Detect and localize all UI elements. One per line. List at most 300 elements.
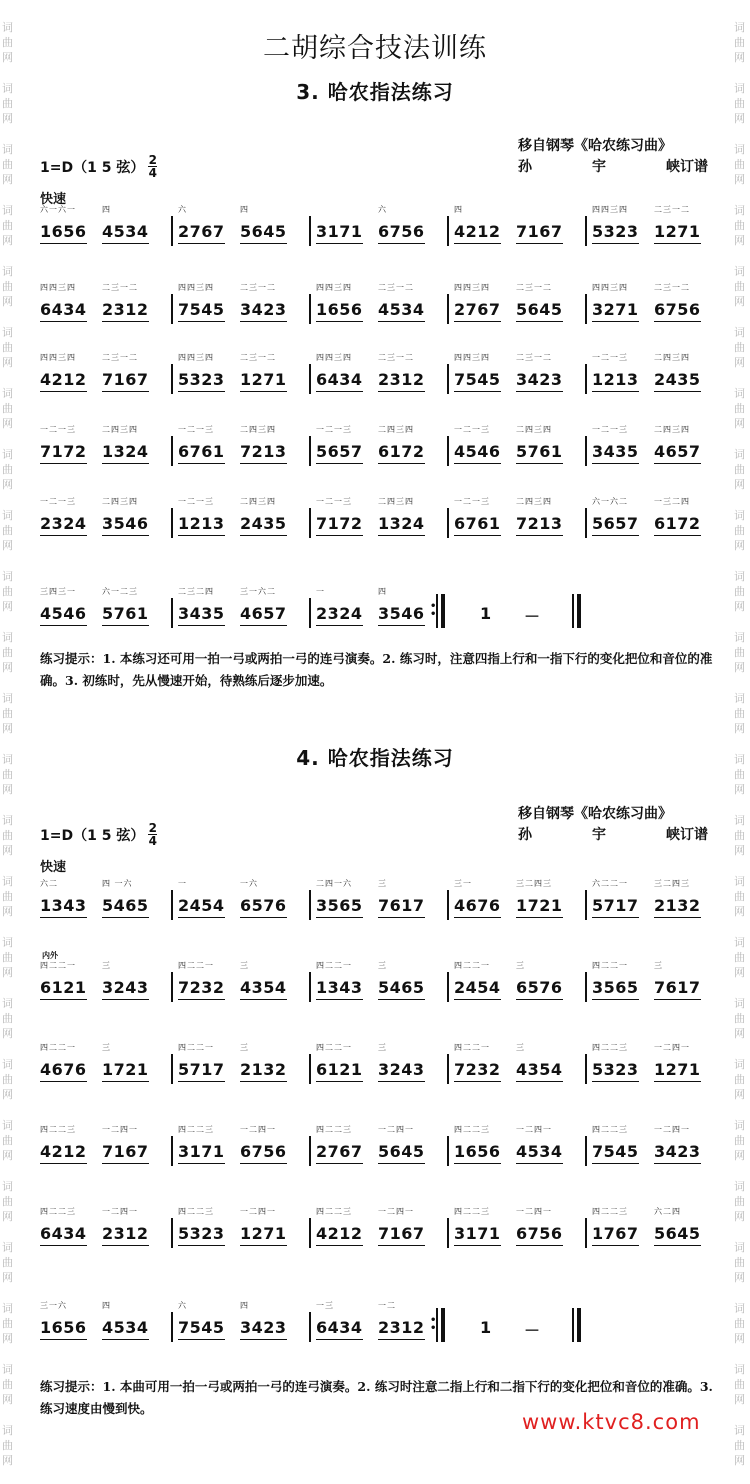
site-mark-char: 网: [734, 295, 745, 308]
site-mark-char: 网: [734, 1088, 745, 1101]
fingering-mark: 四四三四: [178, 353, 214, 362]
site-mark-char: 网: [2, 1210, 13, 1223]
site-mark-char: 词: [734, 1058, 745, 1071]
measure: [178, 878, 306, 930]
note-group: 3243: [378, 1060, 425, 1079]
measure: [40, 878, 168, 930]
note-group: 5465: [102, 896, 149, 915]
site-mark-char: 网: [2, 1271, 13, 1284]
site-mark-char: 词: [2, 875, 13, 888]
site-mark-char: 词: [734, 509, 745, 522]
measure: [592, 204, 720, 256]
note-group: 6756: [378, 222, 425, 241]
site-mark-char: 网: [2, 478, 13, 491]
site-mark-group: [734, 325, 748, 370]
site-mark-group: [734, 874, 748, 919]
note-group: 6121: [316, 1060, 363, 1079]
measure: [40, 1124, 168, 1176]
barline: [585, 294, 587, 324]
note-group: 2767: [454, 300, 501, 319]
time-top: 2: [148, 821, 157, 835]
fingering-mark: 四: [102, 1301, 111, 1310]
fingering-mark: 四二二一: [178, 961, 214, 970]
site-mark-group: [734, 142, 748, 187]
fingering-mark: 三: [378, 879, 387, 888]
site-mark-char: 曲: [2, 97, 13, 110]
fingering-mark: 二四三四: [240, 497, 276, 506]
site-mark-char: 曲: [2, 36, 13, 49]
site-mark-char: 曲: [734, 1073, 745, 1086]
site-mark-char: 网: [734, 905, 745, 918]
site-mark-char: 词: [734, 204, 745, 217]
note-group: 3171: [178, 1142, 225, 1161]
score-row: [40, 1206, 720, 1258]
note-group: 7545: [454, 370, 501, 389]
editor-part: 孙: [518, 827, 532, 843]
tip-text: 1. 本练习还可用一拍一弓或两拍一弓的连弓演奏。2. 练习时，注意四指上行和一指下行的变化把位和音位的准确。3. 初练时，先从慢速开始，待熟练后逐步加速。: [40, 651, 713, 688]
site-mark-char: 网: [734, 112, 745, 125]
site-mark-char: 网: [2, 295, 13, 308]
note-group: 7617: [654, 978, 701, 997]
site-mark-char: 网: [734, 783, 745, 796]
note-group: 4212: [316, 1224, 363, 1243]
note-group: 7167: [516, 222, 563, 241]
note-group: 2435: [240, 514, 287, 533]
note-group: 7213: [240, 442, 287, 461]
note-group: 3423: [654, 1142, 701, 1161]
fingering-mark: 三: [378, 1043, 387, 1052]
time-top: 2: [148, 153, 157, 167]
barline: [447, 294, 449, 324]
section-3-source: [518, 136, 708, 178]
note-group: 4534: [378, 300, 425, 319]
fingering-mark: 一二一三: [40, 497, 76, 506]
note-group: 2767: [316, 1142, 363, 1161]
site-mark-char: 词: [2, 509, 13, 522]
site-mark-group: [734, 935, 748, 980]
note-group: 1271: [240, 370, 287, 389]
fingering-mark: 二四三四: [654, 425, 690, 434]
measure: [178, 586, 306, 638]
note-group: 5657: [316, 442, 363, 461]
measure: [454, 878, 582, 930]
fingering-mark: 二四一六: [316, 879, 352, 888]
site-mark-char: 网: [2, 661, 13, 674]
site-mark-group: [2, 813, 16, 858]
site-mark-char: 曲: [734, 463, 745, 476]
note-group: 2454: [178, 896, 225, 915]
site-mark-group: [2, 1118, 16, 1163]
fingering-mark: 四二二三: [178, 1125, 214, 1134]
fingering-mark: 四二二三: [178, 1207, 214, 1216]
site-mark-char: 网: [2, 905, 13, 918]
site-mark-char: 网: [734, 173, 745, 186]
note-group: 1213: [592, 370, 639, 389]
site-mark-char: 词: [2, 1058, 13, 1071]
measure: [454, 960, 582, 1012]
fingering-mark: 二三一二: [240, 353, 276, 362]
site-mark-char: 网: [2, 112, 13, 125]
fingering-mark: 一二一三: [592, 425, 628, 434]
site-mark-char: 曲: [2, 463, 13, 476]
measure: [454, 352, 582, 404]
fingering-mark: 三: [102, 961, 111, 970]
measure: [316, 1042, 444, 1094]
barline: [309, 1136, 311, 1166]
site-mark-char: 网: [2, 1332, 13, 1345]
barline: [585, 1054, 587, 1084]
note-group: 3423: [516, 370, 563, 389]
fingering-mark: 四: [454, 205, 463, 214]
site-mark-char: 曲: [2, 280, 13, 293]
note-group: 5645: [516, 300, 563, 319]
score-row: [40, 496, 720, 548]
barline: [447, 364, 449, 394]
page-title: 二胡综合技法训练: [263, 33, 487, 64]
site-mark-char: 曲: [2, 341, 13, 354]
site-mark-char: 词: [734, 1241, 745, 1254]
fingering-mark: 一二四一: [102, 1207, 138, 1216]
fingering-mark: 三: [240, 961, 249, 970]
note-group: 6756: [240, 1142, 287, 1161]
site-mark-char: 曲: [734, 1012, 745, 1025]
site-mark-char: 曲: [2, 219, 13, 232]
site-mark-char: 词: [734, 1180, 745, 1193]
fingering-mark: 四二二一: [178, 1043, 214, 1052]
final-barline-thick: [577, 594, 581, 628]
site-mark-char: 曲: [734, 402, 745, 415]
fingering-mark: 二四三四: [102, 497, 138, 506]
measure: [178, 1042, 306, 1094]
barline: [585, 216, 587, 246]
site-mark-char: 曲: [734, 585, 745, 598]
measure: [40, 1300, 168, 1352]
barline: [309, 1054, 311, 1084]
fingering-mark: 四二二一: [454, 961, 490, 970]
fingering-mark: 一三: [316, 1301, 334, 1310]
site-mark-char: 词: [734, 265, 745, 278]
time-signature: [148, 822, 157, 847]
note-group: 3243: [102, 978, 149, 997]
note-group: 1271: [240, 1224, 287, 1243]
barline: [309, 1218, 311, 1248]
measure: [40, 424, 168, 476]
barline: [585, 1218, 587, 1248]
score-row: [40, 352, 720, 404]
measure: [40, 1042, 168, 1094]
fingering-mark: 四: [102, 205, 111, 214]
site-mark-group: [734, 264, 748, 309]
fingering-mark: 四二二一: [316, 1043, 352, 1052]
barline: [309, 294, 311, 324]
site-mark-char: 词: [734, 692, 745, 705]
fingering-mark: 四二二三: [40, 1125, 76, 1134]
fingering-mark: 六二四: [654, 1207, 681, 1216]
site-mark-char: 词: [734, 875, 745, 888]
fingering-mark: 四四三四: [40, 283, 76, 292]
site-mark-char: 曲: [2, 402, 13, 415]
measure: [592, 1042, 720, 1094]
measure: [592, 878, 720, 930]
note-group: 6121: [40, 978, 87, 997]
fingering-mark: 一三二四: [654, 497, 690, 506]
fingering-mark: 三一: [454, 879, 472, 888]
editor-part: 宇: [592, 159, 606, 175]
fingering-mark: 三: [516, 1043, 525, 1052]
note-group: 4354: [240, 978, 287, 997]
site-mark-group: [2, 1423, 16, 1468]
site-mark-char: 词: [2, 143, 13, 156]
fingering-mark: 三: [654, 961, 663, 970]
site-mark-char: 词: [734, 570, 745, 583]
site-mark-char: 词: [2, 387, 13, 400]
note-group: 1343: [316, 978, 363, 997]
site-mark-char: 网: [734, 539, 745, 552]
measure: [454, 1124, 582, 1176]
note-group: 7167: [102, 1142, 149, 1161]
site-mark-char: 曲: [734, 1317, 745, 1330]
barline: [171, 216, 173, 246]
note-group: 5657: [592, 514, 639, 533]
site-mark-char: 曲: [2, 1317, 13, 1330]
site-mark-char: 曲: [2, 1195, 13, 1208]
site-mark-char: 曲: [734, 829, 745, 842]
note-group: 5761: [102, 604, 149, 623]
fingering-mark: 六二二一: [592, 879, 628, 888]
site-mark-char: 曲: [734, 1439, 745, 1452]
fingering-mark: 四四三四: [592, 283, 628, 292]
site-mark-group: [2, 447, 16, 492]
barline: [585, 1136, 587, 1166]
site-mark-char: 网: [734, 478, 745, 491]
site-mark-group: [2, 630, 16, 675]
site-mark-char: 网: [734, 661, 745, 674]
score-row: [40, 424, 720, 476]
site-mark-char: 网: [2, 722, 13, 735]
measure: [178, 960, 306, 1012]
site-mark-char: 网: [2, 539, 13, 552]
measure: [40, 1206, 168, 1258]
score-row: [40, 1124, 720, 1176]
fingering-mark: 六一二三: [102, 587, 138, 596]
fingering-mark: 四二二三: [592, 1043, 628, 1052]
site-mark-char: 词: [734, 1119, 745, 1132]
note-group: 6434: [40, 300, 87, 319]
note-group: 5717: [178, 1060, 225, 1079]
barline: [447, 1218, 449, 1248]
barline: [171, 972, 173, 1002]
score-row: [40, 878, 720, 930]
fingering-mark: 二四三四: [654, 353, 690, 362]
note-group: 5717: [592, 896, 639, 915]
site-mark-group: [2, 203, 16, 248]
measure: [454, 1206, 582, 1258]
site-mark-char: 词: [2, 204, 13, 217]
site-mark-char: 词: [734, 631, 745, 644]
measure: [316, 352, 444, 404]
site-mark-char: 网: [2, 783, 13, 796]
tip-text: 1. 本曲可用一拍一弓或两拍一弓的连弓演奏。2. 练习时注意二指上行和二指下行的变化把位和音位的准确。3. 练习速度由慢到快。: [40, 1379, 713, 1416]
barline: [171, 508, 173, 538]
fingering-mark: 二三二四: [178, 587, 214, 596]
site-mark-char: 词: [734, 387, 745, 400]
time-bottom: 4: [148, 166, 157, 180]
site-mark-group: [734, 1179, 748, 1224]
site-mark-group: [734, 1118, 748, 1163]
fingering-mark: 一二四一: [516, 1207, 552, 1216]
site-mark-char: 曲: [734, 951, 745, 964]
site-mark-char: 词: [2, 1180, 13, 1193]
note-group: 2324: [316, 604, 363, 623]
measure: [40, 586, 168, 638]
note-group: 3423: [240, 1318, 287, 1337]
barline: [309, 364, 311, 394]
site-mark-group: [2, 1301, 16, 1346]
final-barline-thin: [572, 594, 574, 628]
fingering-mark: 四 一六: [102, 879, 133, 888]
note-group: 2767: [178, 222, 225, 241]
note-group: 2312: [102, 300, 149, 319]
measure: [178, 1124, 306, 1176]
editor-part: 峡订谱: [666, 159, 708, 175]
site-mark-group: [2, 1057, 16, 1102]
note-group: 6172: [378, 442, 425, 461]
fingering-mark: 一二四一: [240, 1207, 276, 1216]
note-group: 3435: [178, 604, 225, 623]
editor-part: 孙: [518, 159, 532, 175]
fingering-mark: 一二一三: [316, 425, 352, 434]
barline: [447, 972, 449, 1002]
fingering-mark: 六: [178, 205, 187, 214]
fingering-mark: 二三一二: [654, 283, 690, 292]
note-group: 4676: [454, 896, 501, 915]
site-mark-char: 曲: [2, 829, 13, 842]
fingering-mark: 六: [178, 1301, 187, 1310]
fingering-mark: 二三一二: [102, 353, 138, 362]
measure: [316, 424, 444, 476]
note-group: 3565: [592, 978, 639, 997]
site-mark-char: 词: [734, 143, 745, 156]
site-mark-char: 网: [734, 1027, 745, 1040]
measure: [592, 352, 720, 404]
fingering-mark: 四四三四: [454, 353, 490, 362]
measure: [316, 586, 444, 638]
site-mark-char: 网: [734, 1210, 745, 1223]
note-group: 7232: [178, 978, 225, 997]
note-group: 1656: [40, 222, 87, 241]
site-mark-char: 曲: [2, 646, 13, 659]
site-mark-char: 词: [734, 21, 745, 34]
fingering-mark: 四四三四: [40, 353, 76, 362]
source-line: 移自钢琴《哈农练习曲》: [518, 138, 672, 154]
site-mark-char: 词: [734, 753, 745, 766]
barline: [309, 598, 311, 628]
note-group: 2312: [378, 1318, 425, 1337]
fingering-mark: 三四三一: [40, 587, 76, 596]
site-mark-char: 词: [2, 692, 13, 705]
barline: [309, 508, 311, 538]
fingering-mark: 一二一三: [178, 425, 214, 434]
note-group: 5645: [654, 1224, 701, 1243]
measure: [316, 496, 444, 548]
section-3-key: [40, 154, 157, 179]
site-mark-char: 曲: [734, 707, 745, 720]
fingering-mark: 一二一三: [178, 497, 214, 506]
note-group: 1721: [516, 896, 563, 915]
score-row: 三一六 1656 四 4534 六 7545 四 3423 一三 6434 一二 2312 • • 1 －: [40, 1300, 720, 1352]
site-mark-char: 网: [2, 844, 13, 857]
fingering-mark: 二四三四: [102, 425, 138, 434]
measure: [40, 204, 168, 256]
site-mark-group: [734, 1301, 748, 1346]
fingering-mark: 一二一三: [592, 353, 628, 362]
site-mark-char: 曲: [734, 1378, 745, 1391]
fingering-mark: 四二二三: [454, 1125, 490, 1134]
measure: [316, 1300, 444, 1352]
note-group: 7172: [316, 514, 363, 533]
position-label: 内外: [42, 951, 58, 960]
fingering-mark: 二三一二: [102, 283, 138, 292]
site-mark-char: 网: [2, 1088, 13, 1101]
site-mark-char: 网: [2, 173, 13, 186]
note-group: 3171: [454, 1224, 501, 1243]
site-mark-char: 网: [2, 1454, 13, 1467]
score-row: 三四三一 4546 六一二三 5761 二三二四 3435 三一六二 4657 一 2324 四 3546 • • 1 －: [40, 586, 720, 638]
fingering-mark: 三: [102, 1043, 111, 1052]
site-mark-char: 网: [2, 966, 13, 979]
site-mark-group: [734, 630, 748, 675]
site-mark-group: [734, 1057, 748, 1102]
fingering-mark: 一二四一: [102, 1125, 138, 1134]
note-group: 4212: [454, 222, 501, 241]
site-mark-char: 词: [734, 1424, 745, 1437]
barline: [309, 436, 311, 466]
note-group: 1324: [102, 442, 149, 461]
site-mark-char: 网: [734, 1332, 745, 1345]
measure: [454, 282, 582, 334]
fingering-mark: 一二一三: [40, 425, 76, 434]
site-mark-char: 词: [2, 1302, 13, 1315]
site-mark-char: 曲: [734, 280, 745, 293]
measure: [316, 1206, 444, 1258]
note-group: 1271: [654, 222, 701, 241]
fingering-mark: 一二: [378, 1301, 396, 1310]
site-mark-char: 词: [2, 326, 13, 339]
site-mark-char: 词: [2, 265, 13, 278]
fingering-mark: 四二二一: [592, 961, 628, 970]
editor-line: [518, 825, 708, 846]
site-mark-group: [2, 1240, 16, 1285]
section-4-tempo: 快速: [40, 860, 67, 875]
fingering-mark: 四二二三: [316, 1207, 352, 1216]
barline: [171, 1312, 173, 1342]
key-signature: 1=D（1 5 弦）: [40, 159, 145, 176]
fingering-mark: 四二二一: [40, 961, 76, 970]
fingering-mark: 二四三四: [378, 497, 414, 506]
site-mark-group: [734, 1362, 748, 1407]
score-row: [40, 1042, 720, 1094]
score-row: [40, 282, 720, 334]
note-group: 3271: [592, 300, 639, 319]
site-mark-char: 词: [734, 997, 745, 1010]
site-mark-group: [2, 325, 16, 370]
site-mark-char: 词: [2, 448, 13, 461]
site-mark-char: 曲: [2, 1073, 13, 1086]
barline: [171, 294, 173, 324]
section-3-tempo: 快速: [40, 192, 67, 207]
fingering-mark: 二三一二: [378, 283, 414, 292]
barline: [171, 1136, 173, 1166]
